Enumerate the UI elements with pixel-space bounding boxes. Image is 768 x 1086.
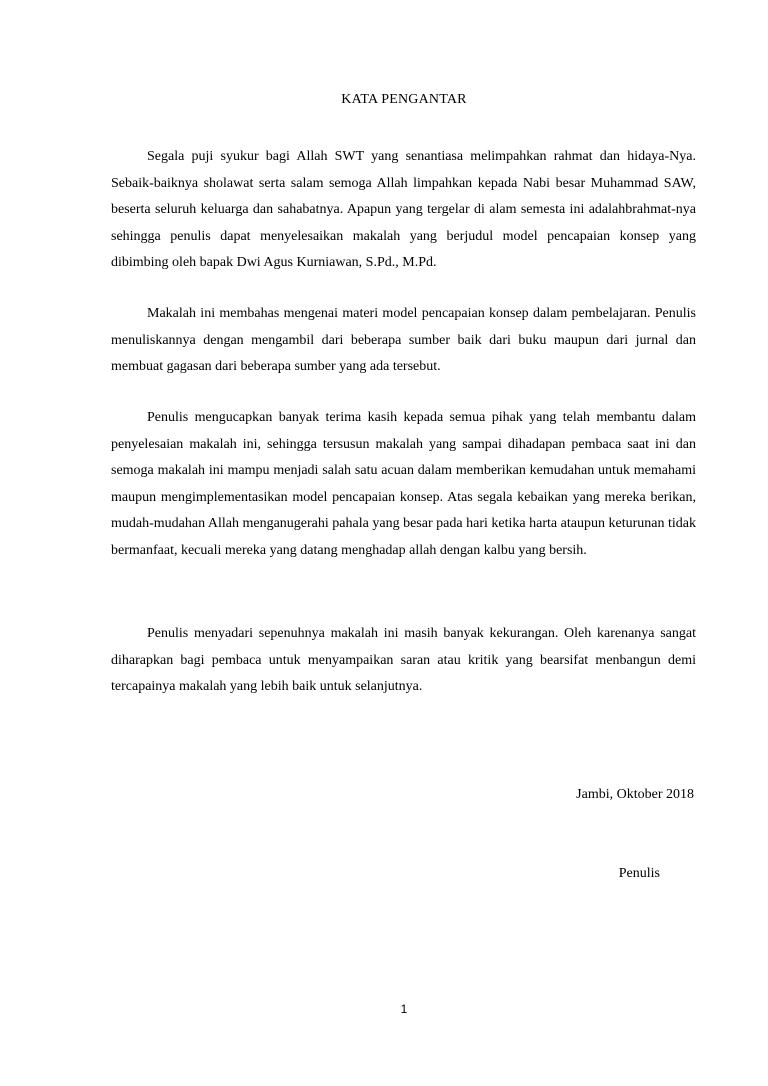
place-date: Jambi, Oktober 2018 [576,787,694,802]
author-signature: Penulis [618,866,660,881]
page-number: 1 [400,1002,408,1016]
paragraph-acknowledgement: Penulis mengucapkan banyak terima kasih kepada semua pihak yang telah membantu dalam penyelesaian makalah ini, sehingga tersusun makalah yang sampai dihadapan pembaca saat ini dan semoga makalah ini mampu menjadi salah satu acuan dalam memberikan kemudahan untuk memahami maupun mengimplementasikan model pencapaian konsep. Atas segala kebaikan yang mereka berikan, mudah-mudahan Allah menganugerahi pahala yang besar pada hari ketika harta ataupun keturunan tidak bermanfaat, kecuali mereka yang datang menghadap allah dengan kalbu yang bersih. [111,410,696,558]
paragraph-gratitude: Segala puji syukur bagi Allah SWT yang senantiasa melimpahkan rahmat dan hidaya-Nya. Sebaik-baiknya sholawat serta salam semoga Allah limpahkan kepada Nabi besar Muhammad SAW, beserta seluruh keluarga dan sahabatnya. Apapun yang tergelar di alam semesta ini adalahbrahmat-nya sehingga penulis dapat menyelesaikan makalah yang berjudul model pencapaian konsep yang dibimbing oleh bapak Dwi Agus Kurniawan, S.Pd., M.Pd. [111,149,696,271]
page-title: KATA PENGANTAR [341,92,467,107]
paragraph-content-summary: Makalah ini membahas mengenai materi model pencapaian konsep dalam pembelajaran. Penulis menuliskannya dengan mengambil dari beberapa sumber baik dari buku maupun dari jurnal dan membuat gagasan dari beberapa sumber yang ada tersebut. [111,306,696,375]
paragraph-closing: Penulis menyadari sepenuhnya makalah ini masih banyak kekurangan. Oleh karenanya sangat diharapkan bagi pembaca untuk menyampaikan saran atau kritik yang bearsifat menbangun demi tercapainya makalah yang lebih baik untuk selanjutnya. [111,626,696,695]
